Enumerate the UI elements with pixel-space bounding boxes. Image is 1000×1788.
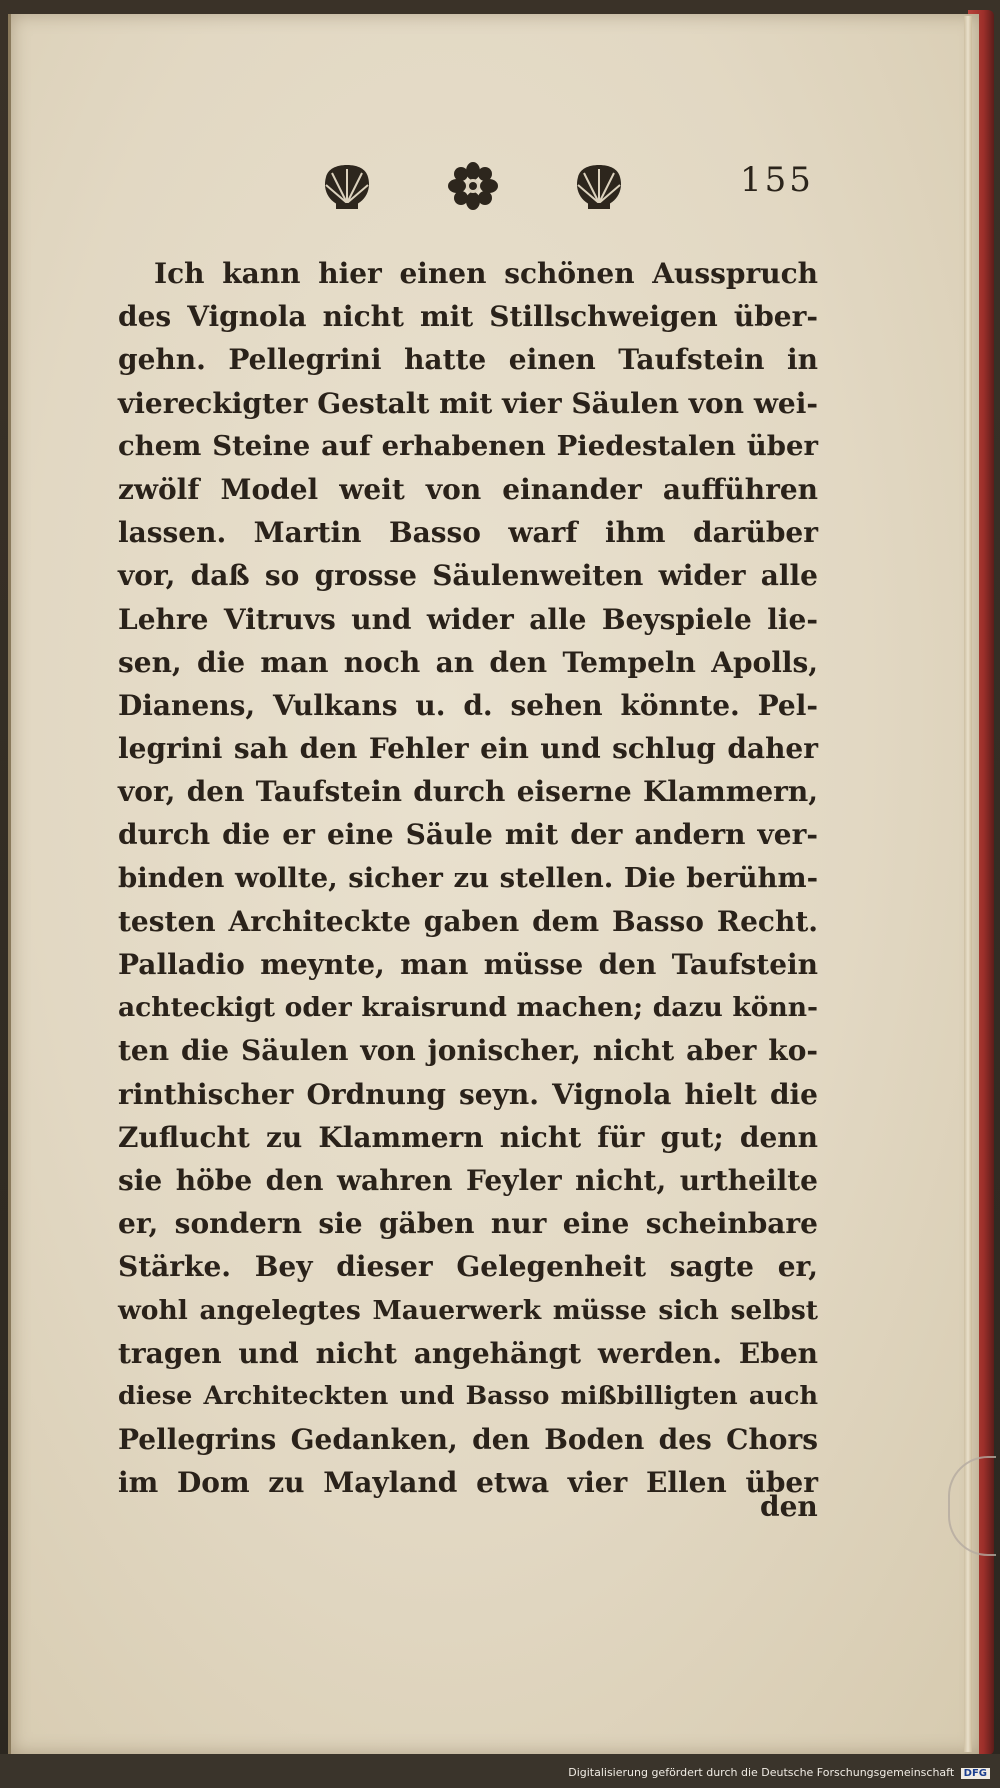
text-line: Lehre Vitruvs und wider alle Beyspiele lie- [118, 602, 818, 636]
rosette-ornament-icon [444, 161, 502, 211]
body-text [118, 252, 818, 1504]
text-line: rinthischer Ordnung seyn. Vignola hielt die [118, 1077, 818, 1111]
shell-ornament-icon [318, 161, 376, 211]
text-line: gehn. Pellegrini hatte einen Taufstein in [118, 343, 818, 377]
shell-ornament-icon [570, 161, 628, 211]
text-line: tragen und nicht angehängt werden. Eben [118, 1336, 818, 1370]
text-line: sie höbe den wahren Feyler nicht, urtheilte [118, 1163, 818, 1197]
text-line: Stärke. Bey dieser Gelegenheit sagte er, [118, 1250, 818, 1284]
text-line: Palladio meynte, man müsse den Taufstein [118, 948, 818, 981]
text-line: sen, die man noch an den Tempeln Apolls, [118, 645, 818, 679]
text-line: Zuflucht zu Klammern nicht für gut; denn [118, 1120, 818, 1154]
text-line: diese Architeckten und Basso mißbilligten auch [118, 1380, 818, 1411]
text-line: Ich kann hier einen schönen Ausspruch [154, 257, 818, 290]
text-line: vor, daß so grosse Säulenweiten wider alle [118, 559, 818, 593]
dfg-logo: DFG [961, 1768, 990, 1779]
footer-credit [560, 1766, 990, 1779]
page-number: 155 [740, 160, 814, 200]
text-line: wohl angelegtes Mauerwerk müsse sich selbst [118, 1294, 818, 1326]
text-line: durch die er eine Säule mit der andern ver- [118, 818, 818, 852]
header-ornaments [318, 158, 628, 214]
text-line: er, sondern sie gäben nur eine scheinbare [118, 1207, 818, 1241]
text-line: achteckigt oder kraisrund machen; dazu könn- [118, 992, 818, 1024]
text-line: vor, den Taufstein durch eiserne Klammern, [118, 775, 818, 809]
footer-text: Digitalisierung gefördert durch die Deutsche Forschungsgemeinschaft [568, 1766, 955, 1779]
text-line: chem Steine auf erhabenen Piedestalen über [118, 429, 818, 462]
text-line: legrini sah den Fehler ein und schlug daher [118, 732, 818, 766]
catchword: den [760, 1490, 818, 1523]
text-line: lassen. Martin Basso warf ihm darüber [118, 516, 818, 550]
text-line: des Vignola nicht mit Stillschweigen über- [118, 300, 818, 334]
text-line: Pellegrins Gedanken, den Boden des Chors [118, 1423, 818, 1457]
text-line: im Dom zu Mayland etwa vier Ellen über [118, 1466, 818, 1500]
text-line: testen Architeckte gaben dem Basso Recht. [118, 904, 818, 938]
text-line: ten die Säulen von jonischer, nicht aber ko- [118, 1034, 818, 1068]
text-line: Dianens, Vulkans u. d. sehen könnte. Pel- [118, 688, 818, 722]
text-line: binden wollte, sicher zu stellen. Die berühm- [118, 861, 818, 894]
text-line: zwölf Model weit von einander aufführen [118, 472, 818, 506]
text-line: viereckigter Gestalt mit vier Säulen von wei- [118, 386, 818, 420]
